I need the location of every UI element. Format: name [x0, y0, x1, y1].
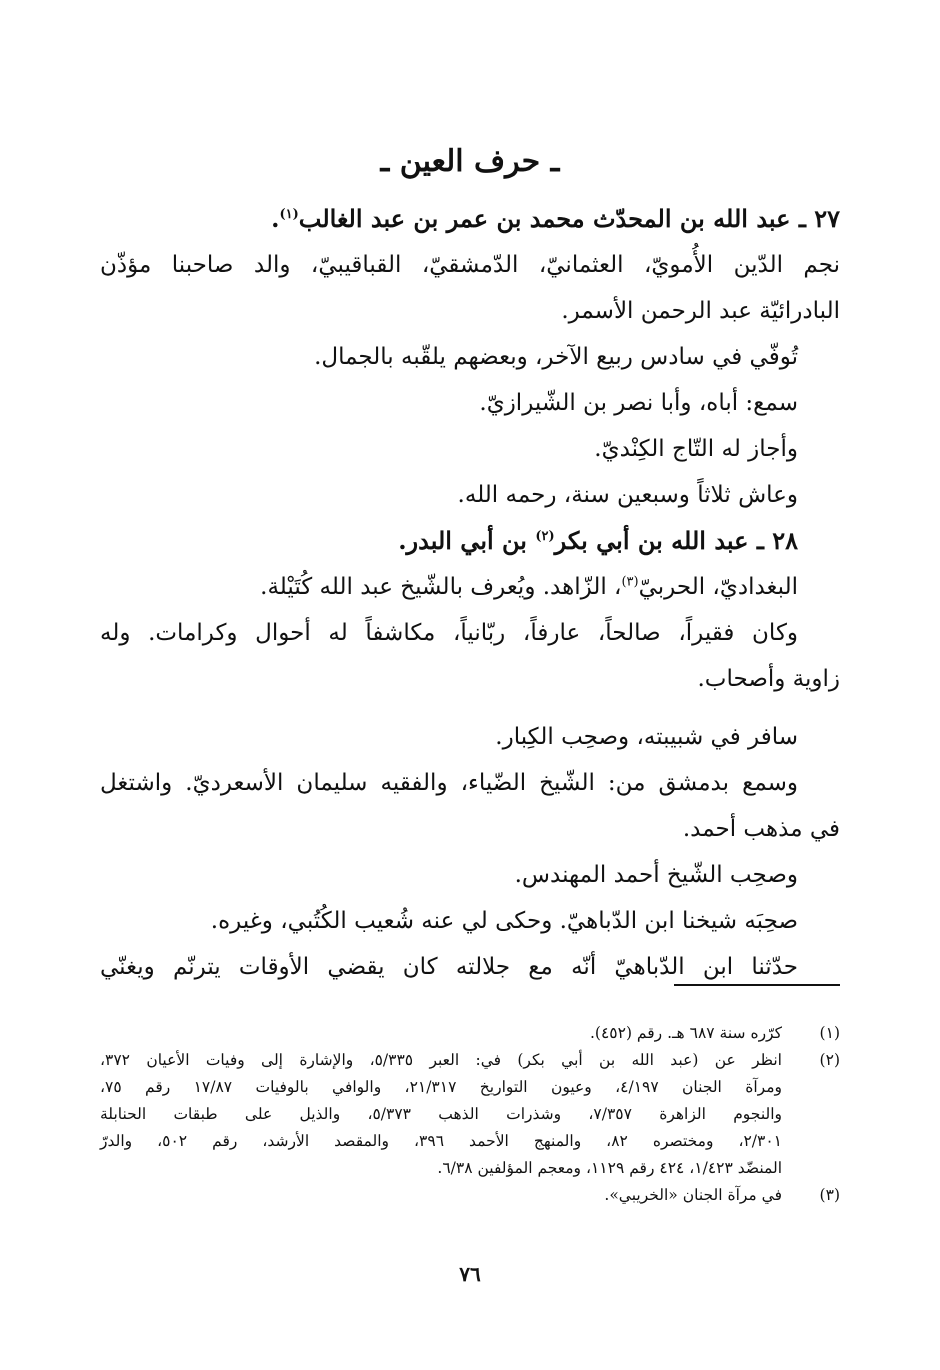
- footnote-2: [100, 1047, 840, 1182]
- entry-28-heading-a: ٢٨ ـ عبد الله بن أبي بكر: [554, 526, 798, 555]
- entry-27-line-1: نجم الدّين الأُمويّ، العثمانيّ، الدّمشقيّ، القباقيبيّ، والد صاحبنا مؤذّن: [100, 252, 840, 278]
- entry-28-line-5: وسمع بدمشق من: الشّيخ الضّياء، والفقيه سليمان الأسعرديّ. واشتغل: [100, 770, 798, 796]
- entry-27-heading-tail: .: [271, 204, 280, 233]
- entry-27-line-3: تُوفّي في سادس ربيع الآخر، وبعضهم يلقّبه بالجمال.: [314, 344, 798, 370]
- footnote-line: انظر عن (عبد الله بن أبي بكر) في: العبر ٥/٣٣٥، والإشارة إلى وفيات الأعيان ٣٧٢،: [100, 1051, 782, 1069]
- footnote-1: [100, 1020, 840, 1047]
- entry-28-line-1-a: البغداديّ، الحربيّ: [638, 574, 798, 600]
- footnote-3: [100, 1182, 840, 1209]
- entry-28-line-8: صحِبَه شيخنا ابن الدّباهيّ. وحكى لي عنه شُعيب الكُتُبي، وغيره.: [210, 908, 798, 934]
- paragraph-gap: [100, 702, 840, 714]
- entry-28-heading: [100, 518, 840, 564]
- footnote-line: كرّره سنة ٦٨٧ هـ. رقم (٤٥٢).: [589, 1024, 782, 1042]
- footnote-line: ومرآة الجنان ٤/١٩٧، وعيون التواريخ ٢١/٣١٧، والوافي بالوفيات ١٧/٨٧ رقم ٧٥،: [100, 1078, 782, 1096]
- footnote-line: في مرآة الجنان «الخريبي».: [604, 1186, 782, 1204]
- entry-28-line-1: [100, 564, 840, 610]
- entry-28-line-6: في مذهب أحمد.: [682, 816, 840, 842]
- footnotes: [100, 1020, 840, 1209]
- page-number: ٧٦: [459, 1262, 481, 1286]
- footnote-ref-1[interactable]: (١): [279, 207, 299, 222]
- entry-28-line-3: زاوية وأصحاب.: [697, 666, 840, 692]
- footnote-number: (٣): [819, 1186, 840, 1204]
- footnote-line: والنجوم الزاهرة ٧/٣٥٧، وشذرات الذهب ٥/٣٧٣، والذيل على طبقات الحنابلة: [100, 1105, 783, 1123]
- footnote-line: ٢/٣٠١، ومختصره ٨٢، والمنهج الأحمد ٣٩٦، والمقصد الأرشد، رقم ٥٠٢، والدرّ: [100, 1132, 782, 1150]
- entry-27-line-4: سمع: أباه، وأبا نصر بن الشّيرازيّ.: [479, 390, 798, 416]
- footnote-line: المنضّد ١/٤٢٣، ٤٢٤ رقم ١١٢٩، ومعجم المؤلفين ٦/٣٨.: [437, 1159, 782, 1177]
- entry-28-line-9: حدّثنا ابن الدّباهيّ أنّه مع جلالته كان يقضي الأوقات يترنّم ويغنّي: [100, 954, 798, 980]
- entry-28-line-1-b: ، الزّاهد. ويُعرف بالشّيخ عبد الله كُتَيْلة.: [260, 574, 622, 600]
- section-title: ـ حرف العين ـ: [380, 144, 560, 179]
- footnote-divider: [674, 984, 840, 986]
- footnote-ref-2[interactable]: (٢): [535, 529, 555, 544]
- footnote-body: [100, 1182, 782, 1209]
- entry-28-heading-b: بن أبي البدر.: [398, 526, 536, 555]
- footnote-number: (٢): [819, 1051, 840, 1069]
- entry-27-line-2: البادرائيّة عبد الرحمن الأسمر.: [561, 298, 840, 324]
- entry-28-line-2: وكان فقيراً، صالحاً، عارفاً، ربّانياً، مكاشفاً له أحوال وكرامات. وله: [100, 620, 798, 646]
- entry-27-line-5: وأجاز له التّاج الكِنْديّ.: [594, 436, 798, 462]
- entry-28-line-7: وصحِب الشّيخ أحمد المهندس.: [514, 862, 798, 888]
- footnote-number: (١): [819, 1024, 840, 1042]
- footnote-body: [100, 1020, 782, 1047]
- entry-27-heading: [100, 196, 840, 242]
- entry-27-heading-text: ٢٧ ـ عبد الله بن المحدّث محمد بن عمر بن عبد الغالب: [298, 204, 840, 233]
- entry-28-line-4: سافر في شبيبته، وصحِب الكِبار.: [495, 724, 798, 750]
- main-text: [100, 196, 840, 990]
- entry-27-line-6: وعاش ثلاثاً وسبعين سنة، رحمه الله.: [457, 482, 798, 508]
- footnote-ref-3[interactable]: (٣): [621, 574, 639, 590]
- footnote-body: [100, 1047, 782, 1182]
